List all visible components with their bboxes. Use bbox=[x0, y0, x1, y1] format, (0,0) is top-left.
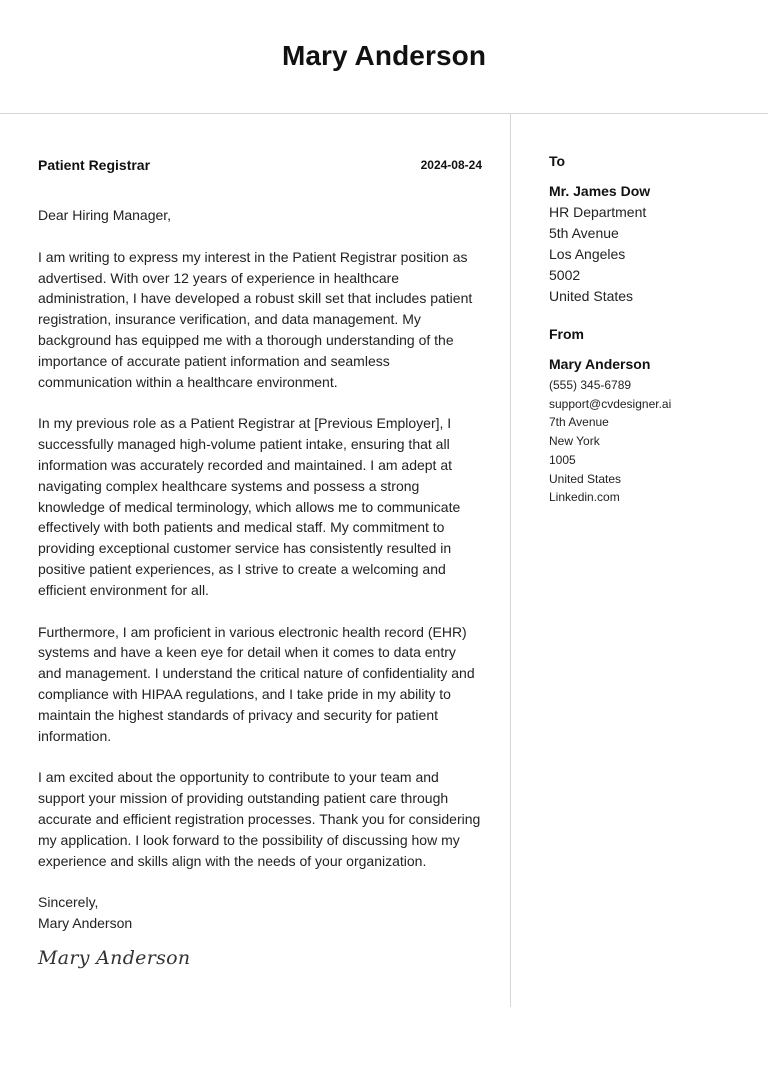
recipient-label: To bbox=[549, 153, 566, 169]
recipient-zip: 5002 bbox=[549, 267, 581, 283]
recipient-street: 5th Avenue bbox=[549, 225, 619, 241]
body-paragraph-4: I am excited about the opportunity to contribute to your team and support your mission of providing outstanding patient care through accurate and efficient registration processes. Thank you for considering my application. I look forward to the possibility of discussing how my experience and skills align with the needs of your organization. bbox=[38, 769, 481, 869]
position-title: Patient Registrar bbox=[38, 157, 151, 173]
letter-body bbox=[38, 155, 482, 969]
sender-country: United States bbox=[549, 471, 622, 486]
closing-name: Mary Anderson bbox=[38, 915, 133, 932]
sender-name: Mary Anderson bbox=[549, 356, 651, 372]
column-divider bbox=[510, 114, 511, 1007]
sender-block bbox=[549, 326, 749, 507]
sender-email: support@cvdesigner.ai bbox=[549, 396, 672, 411]
sender-website: Linkedin.com bbox=[549, 490, 620, 505]
closing: Sincerely, bbox=[38, 894, 99, 911]
letter-header bbox=[0, 0, 768, 114]
address-sidebar bbox=[549, 153, 749, 507]
recipient-city: Los Angeles bbox=[549, 246, 626, 262]
letter-date: 2024-08-24 bbox=[420, 158, 482, 172]
recipient-country: United States bbox=[549, 288, 634, 304]
body-paragraph-2: In my previous role as a Patient Registrar at [Previous Employer], I successfully managed high-volume patient intake, ensuring that all information was accurately recorded and maintained. I am adept at navigating complex healthcare systems and possess a strong knowledge of medical terminology, which allows me to communicate effectively with both patients and medical staff. My commitment to providing exceptional customer service has consistently resulted in positive patient experiences, as I strive to create a welcoming and efficient environment for all. bbox=[38, 415, 461, 598]
body-paragraph-1: I am writing to express my interest in the Patient Registrar position as advertised. With over 12 years of experience in healthcare administration, I have developed a robust skill set that includes patient registration, insurance verification, and data management. My background has equipped me with a thorough understanding of the importance of accurate patient information and seamless communication within a healthcare environment. bbox=[38, 248, 473, 390]
handwritten-signature: Mary Anderson bbox=[38, 946, 191, 969]
sender-label: From bbox=[549, 326, 584, 342]
sender-zip: 1005 bbox=[549, 452, 576, 467]
applicant-name: Mary Anderson bbox=[281, 40, 487, 71]
letter-topline bbox=[38, 155, 482, 175]
sender-phone: (555) 345-6789 bbox=[549, 378, 632, 392]
recipient-name: Mr. James Dow bbox=[549, 183, 651, 199]
sender-street: 7th Avenue bbox=[549, 415, 609, 430]
body-paragraph-3: Furthermore, I am proficient in various electronic health record (EHR) systems and have a keen eye for detail when it comes to data entry and management. I understand the critical nature of confidentiality and compliance with HIPAA regulations, and I take pride in my ability to maintain the highest standards of privacy and security for patient information. bbox=[38, 623, 475, 744]
recipient-department: HR Department bbox=[549, 204, 647, 220]
salutation: Dear Hiring Manager, bbox=[38, 207, 172, 223]
sender-city: New York bbox=[549, 434, 600, 449]
recipient-block bbox=[549, 153, 749, 307]
